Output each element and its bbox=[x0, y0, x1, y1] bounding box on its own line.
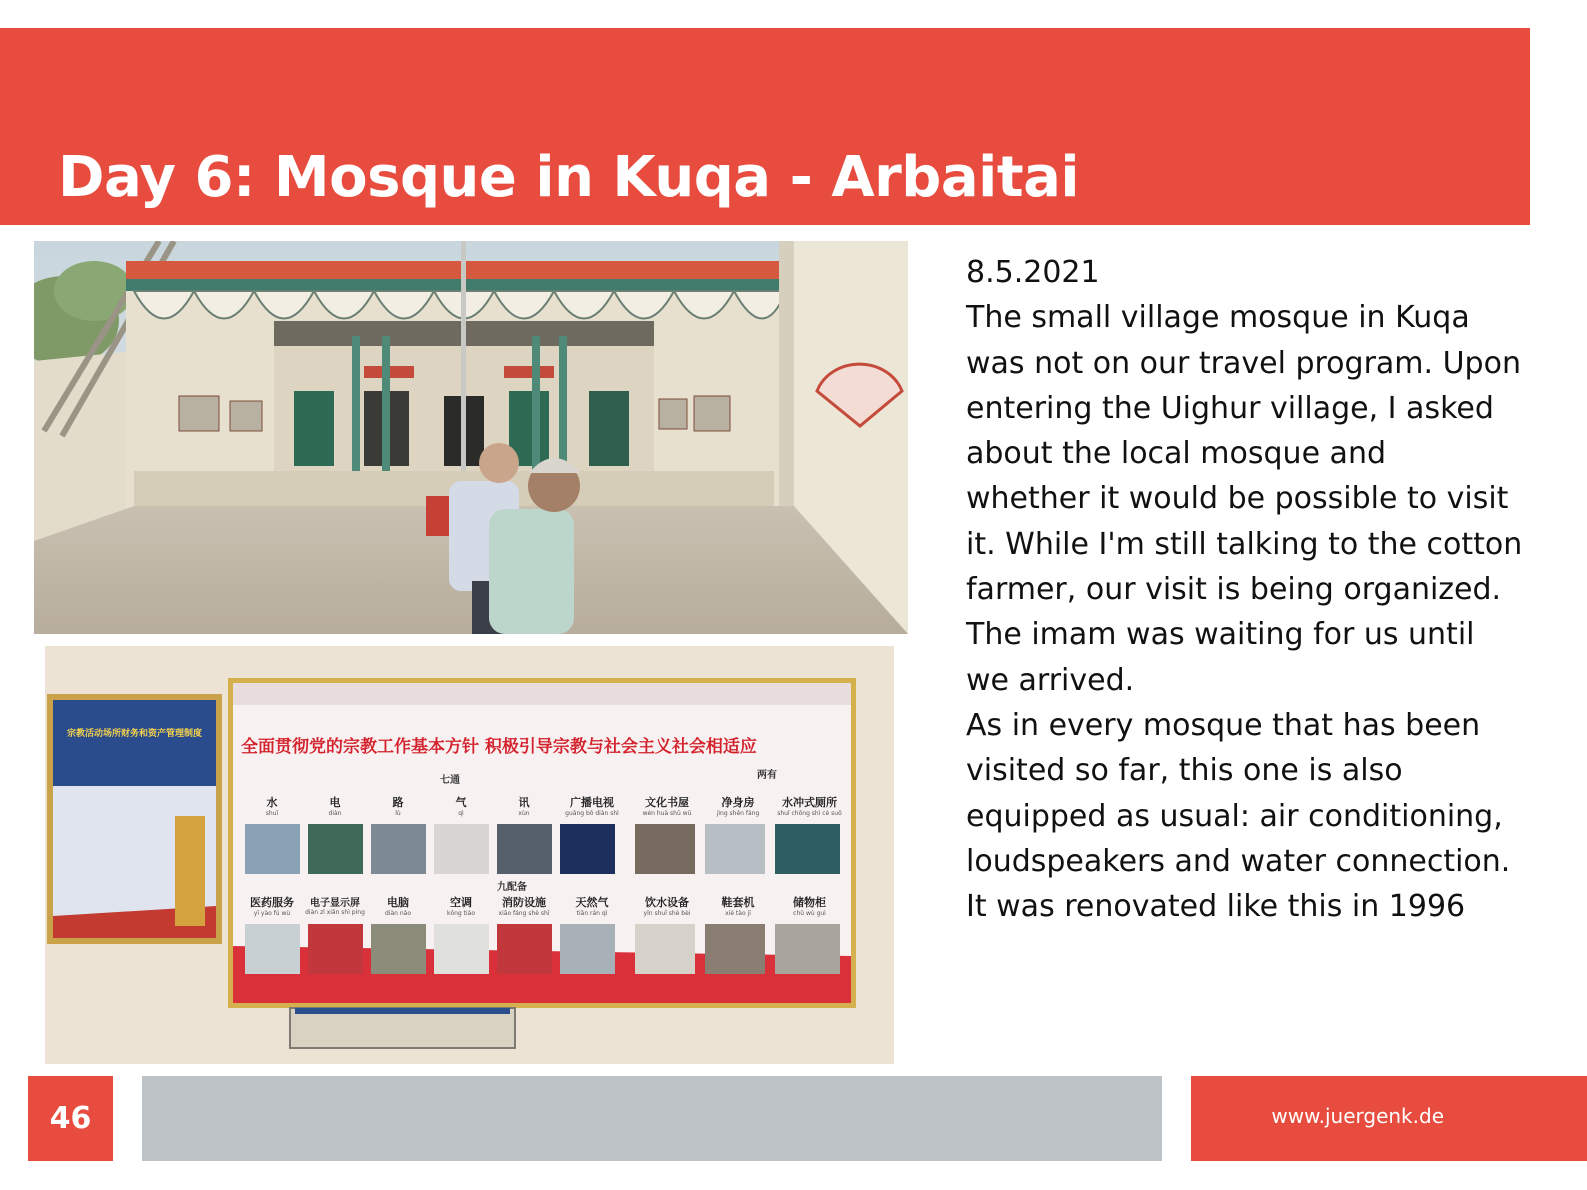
poster-row1-pinyin: lù bbox=[395, 810, 401, 817]
poster-row1-hanzi: 水 bbox=[266, 796, 278, 809]
poster-row1-hanzi: 路 bbox=[392, 796, 404, 809]
poster-row2-hanzi: 消防设施 bbox=[502, 896, 546, 909]
poster-row1-hanzi: 电 bbox=[329, 796, 341, 809]
poster-row1-item bbox=[703, 794, 773, 817]
poster-group-label-qitong: 七通 bbox=[440, 775, 460, 786]
poster-row2-pinyin: diàn nǎo bbox=[384, 910, 411, 917]
poster-row1-pinyin: qì bbox=[458, 810, 464, 817]
poster-row2-item bbox=[304, 894, 366, 916]
mosque-photo-illustration bbox=[34, 241, 908, 634]
website-box bbox=[1191, 1076, 1587, 1161]
poster-headline: 全面贯彻党的宗教工作基本方针 积极引导宗教与社会主义社会相适应 bbox=[241, 737, 757, 757]
text-line: It was renovated like this in 1996 bbox=[966, 889, 1466, 925]
poster-row1-hanzi: 水冲式厕所 bbox=[782, 796, 837, 809]
poster-row2-item bbox=[773, 894, 846, 917]
poster-row2-hanzi: 电脑 bbox=[387, 896, 409, 909]
poster-row2-pinyin: yǐn shuǐ shè bèi bbox=[643, 910, 691, 917]
poster-row2-pinyin: tiān rán qì bbox=[576, 910, 608, 917]
poster-row2-item bbox=[631, 894, 703, 917]
poster-row2-hanzi: 储物柜 bbox=[793, 896, 826, 909]
text-line: whether it would be possible to visit bbox=[966, 481, 1509, 517]
poster-row2-pinyin: xié tào jī bbox=[725, 910, 751, 917]
body-text bbox=[966, 250, 1566, 929]
text-line: The imam was waiting for us until bbox=[966, 617, 1475, 653]
poster-row2-item bbox=[430, 894, 492, 917]
text-line: loudspeakers and water connection. bbox=[966, 843, 1511, 879]
poster-row2-hanzi: 医药服务 bbox=[250, 896, 294, 909]
poster-photo bbox=[45, 646, 894, 1064]
poster-row1-item bbox=[304, 794, 366, 817]
slide-title: Day 6: Mosque in Kuqa - Arbaitai bbox=[58, 145, 1080, 210]
poster-row1-item bbox=[367, 794, 429, 817]
poster-row2-item bbox=[367, 894, 429, 917]
poster-row2-hanzi: 饮水设备 bbox=[645, 896, 689, 909]
poster-row2-pinyin: yī yào fú wù bbox=[253, 910, 291, 917]
poster-row1-pinyin: shuǐ chōng shì cè suǒ bbox=[777, 810, 842, 817]
page-number: 46 bbox=[49, 1101, 92, 1136]
website-link[interactable]: www.juergenk.de bbox=[1271, 1104, 1444, 1128]
poster-row1-item bbox=[773, 794, 846, 817]
text-line: it. While I'm still talking to the cotton bbox=[966, 526, 1523, 562]
text-line: farmer, our visit is being organized. bbox=[966, 572, 1502, 608]
text-line: The small village mosque in Kuqa bbox=[966, 300, 1470, 336]
page-number-box bbox=[28, 1076, 113, 1161]
poster-row2-item bbox=[493, 894, 555, 917]
poster-row1-pinyin: diàn bbox=[328, 810, 342, 817]
text-line: was not on our travel program. Upon bbox=[966, 345, 1521, 381]
poster-row2-item bbox=[703, 894, 773, 917]
footer-bar bbox=[142, 1076, 1162, 1161]
poster-row2-item bbox=[556, 894, 628, 917]
text-line: 8.5.2021 bbox=[966, 255, 1100, 290]
text-line: entering the Uighur village, I asked bbox=[966, 390, 1494, 426]
poster-row2-hanzi: 空调 bbox=[450, 896, 472, 909]
poster-row1-hanzi: 讯 bbox=[518, 796, 530, 809]
poster-row1-hanzi: 净身房 bbox=[721, 796, 755, 809]
poster-row1-item bbox=[493, 794, 555, 817]
poster-photo-background bbox=[45, 646, 894, 1064]
poster-row2-hanzi: 鞋套机 bbox=[721, 896, 755, 909]
text-line: we arrived. bbox=[966, 662, 1135, 698]
poster-left-panel-title: 宗教活动场所财务和资产管理制度 bbox=[66, 729, 202, 739]
poster-group-label-jiupeibei: 九配备 bbox=[497, 882, 527, 893]
text-line: visited so far, this one is also bbox=[966, 753, 1403, 789]
poster-row1-labels bbox=[241, 794, 846, 822]
poster-row1-pinyin: guǎng bō diàn shì bbox=[565, 810, 619, 817]
poster-group-label-liangyou: 两有 bbox=[757, 770, 777, 781]
text-line: As in every mosque that has been bbox=[966, 707, 1481, 743]
poster-row1-hanzi: 文化书屋 bbox=[645, 796, 689, 809]
text-line: about the local mosque and bbox=[966, 436, 1386, 472]
poster-row1-pinyin: wén huà shū wū bbox=[642, 810, 692, 817]
poster-row2-item bbox=[241, 894, 303, 917]
poster-row2-hanzi: 电子显示屏 bbox=[310, 898, 360, 909]
poster-row1-pinyin: xùn bbox=[518, 810, 530, 817]
poster-row2-hanzi: 天然气 bbox=[575, 896, 609, 909]
poster-row2-pinyin: xiāo fáng shè shī bbox=[498, 910, 550, 917]
poster-row1-item bbox=[556, 794, 628, 817]
paragraph-1 bbox=[966, 250, 1566, 703]
title-bar bbox=[0, 28, 1530, 225]
poster-row2-pinyin: diàn zǐ xiǎn shì píng bbox=[305, 909, 365, 916]
text-line: equipped as usual: air conditioning, bbox=[966, 798, 1503, 834]
poster-row2-pinyin: chǔ wù guì bbox=[793, 910, 826, 917]
poster-row1-item bbox=[430, 794, 492, 817]
poster-row2-labels bbox=[241, 894, 846, 922]
poster-row1-pinyin: jìng shēn fáng bbox=[716, 810, 760, 817]
poster-row1-item bbox=[631, 794, 703, 817]
mosque-photo bbox=[34, 241, 908, 634]
poster-row1-pinyin: shuǐ bbox=[265, 810, 279, 817]
poster-row2-pinyin: kōng tiáo bbox=[446, 910, 476, 917]
poster-row1-hanzi: 广播电视 bbox=[570, 796, 614, 809]
paragraph-2 bbox=[966, 703, 1566, 929]
poster-row1-item bbox=[241, 794, 303, 817]
poster-row1-hanzi: 气 bbox=[455, 796, 467, 809]
